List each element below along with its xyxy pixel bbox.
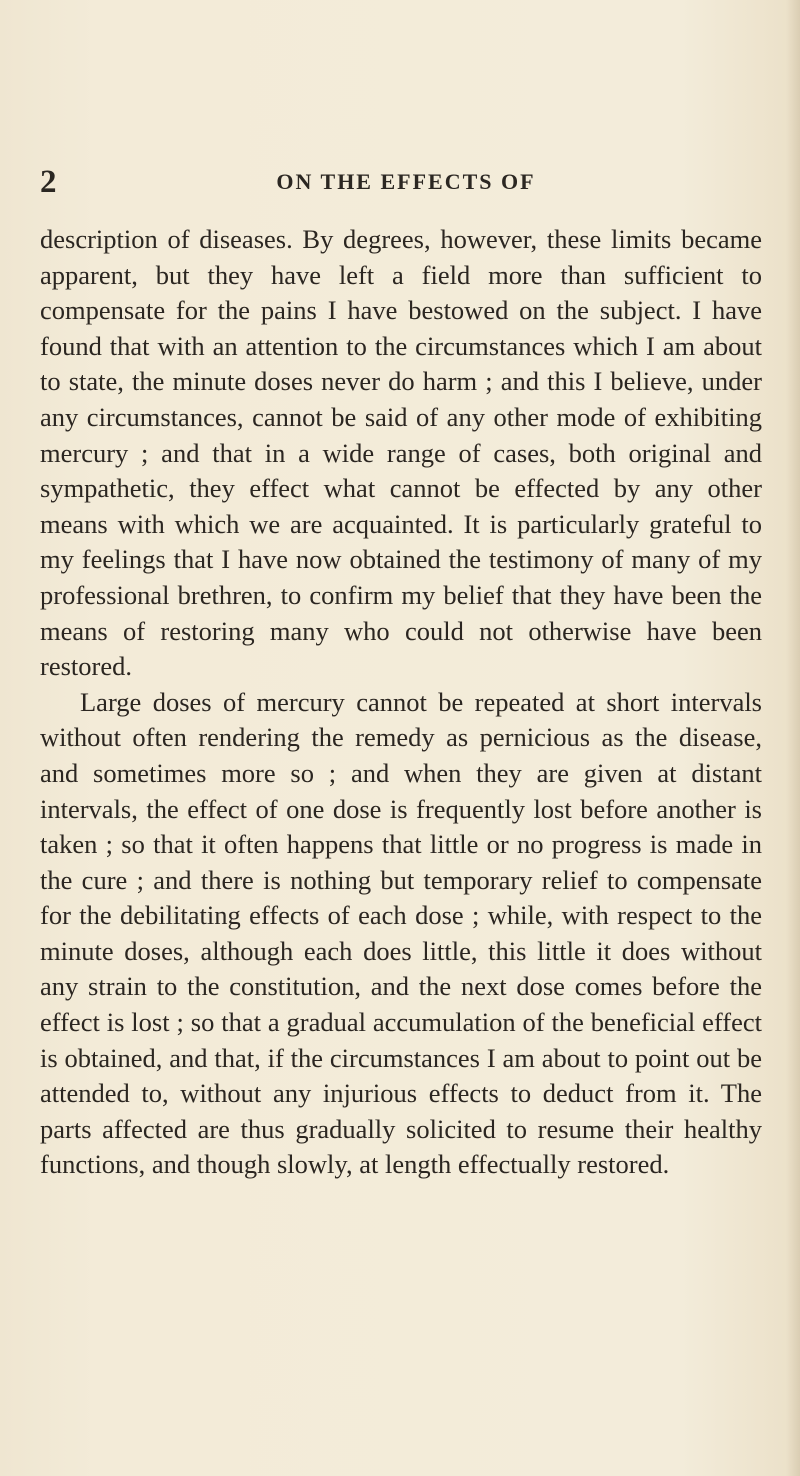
running-head bbox=[40, 162, 762, 202]
page-number: 2 bbox=[40, 164, 57, 200]
running-title: ON THE EFFECTS OF bbox=[276, 169, 536, 194]
paragraph-1: description of diseases. By degrees, however, these limits became apparent, but they have left a field more than sufficient to compensate for the pains I have bestowed on the subject. I have found that with an attention to the circumstances which I am about to state, the minute doses never do harm ; and this I believe, under any circumstances, cannot be said of any other mode of exhibiting mercury ; and that in a wide range of cases, both original and sympathetic, they effect what cannot be effected by any other means with which we are acquainted. It is particularly grateful to my feelings that I have now obtained the testimony of many of my professional brethren, to confirm my belief that they have been the means of restoring many who could not otherwise have been restored. bbox=[40, 224, 762, 682]
body-text bbox=[40, 222, 762, 1183]
paragraph-2: Large doses of mercury cannot be repeated at short intervals without often rendering the remedy as pernicious as the disease, and sometimes more so ; and when they are given at distant intervals, the effect of one dose is frequently lost before another is taken ; so that it often happens that little or no progress is made in the cure ; and there is nothing but temporary relief to compensate for the debilitating effects of each dose ; while, with respect to the minute doses, although each does little, this little it does without any strain to the constitution, and the next dose comes before the effect is lost ; so that a gradual accumulation of the beneficial effect is obtained, and that, if the circumstances I am about to point out be attended to, without any injurious effects to deduct from it. The parts affected are thus gradually solicited to resume their healthy functions, and though slowly, at length effectually restored. bbox=[40, 686, 762, 1180]
page-edge-shadow bbox=[786, 0, 800, 1476]
